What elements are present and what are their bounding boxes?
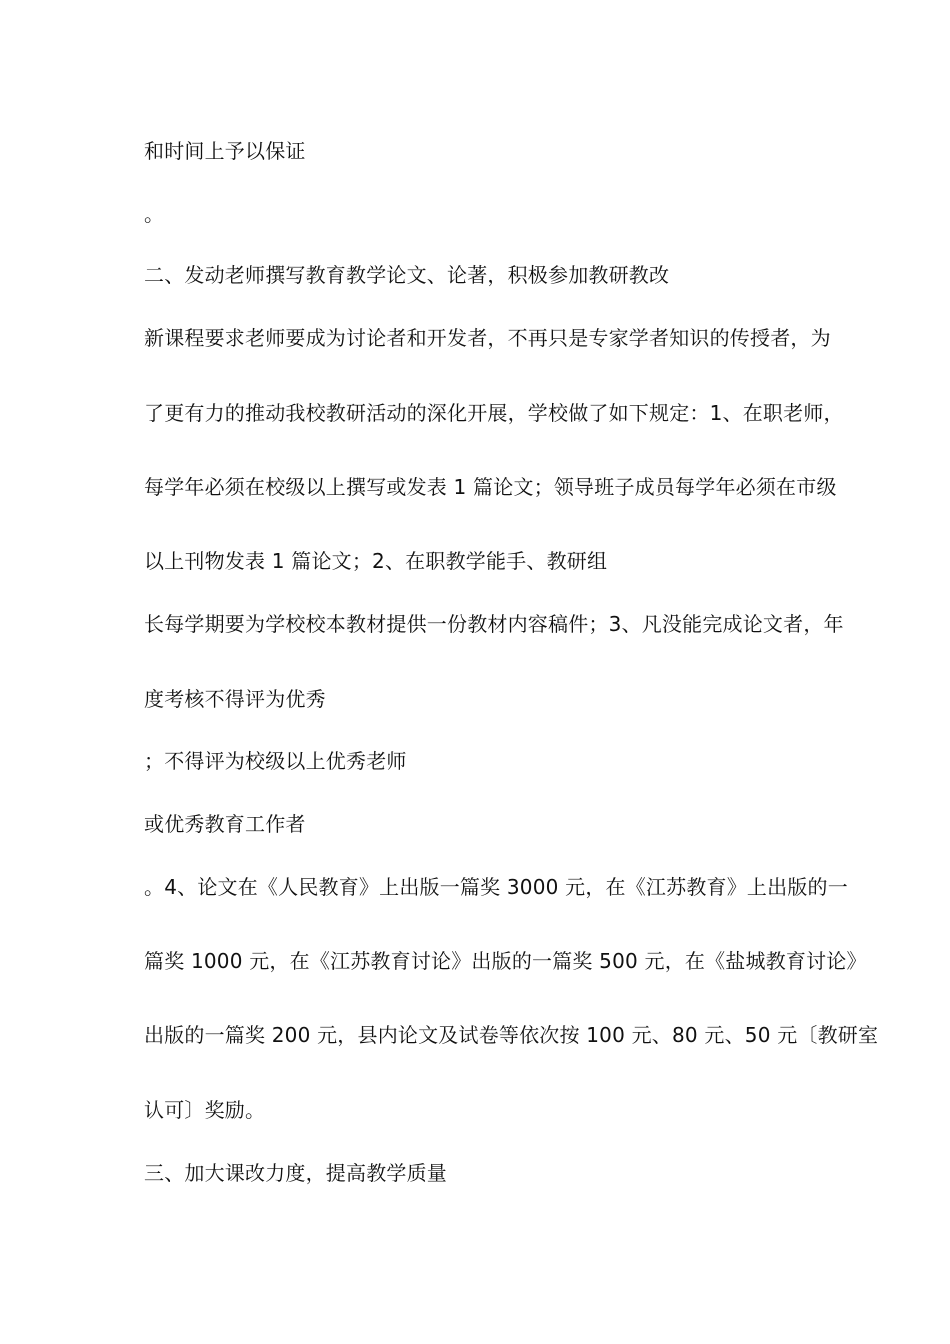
text-line: 了更有力的推动我校教研活动的深化开展，学校做了如下规定：1、在职老师， — [144, 401, 844, 425]
text-line: 出版的一篇奖 200 元，县内论文及试卷等依次按 100 元、80 元、50 元〔教研室 — [144, 1023, 879, 1047]
text-line: 以上刊物发表 1 篇论文；2、在职教学能手、教研组 — [144, 549, 608, 573]
text-line: 认可〕奖励。 — [144, 1098, 266, 1122]
text-line: ；不得评为校级以上优秀老师 — [144, 749, 407, 773]
text-line: 每学年必须在校级以上撰写或发表 1 篇论文；领导班子成员每学年必须在市级 — [144, 475, 837, 499]
text-line: 度考核不得评为优秀 — [144, 687, 326, 711]
text-line: 和时间上予以保证 — [144, 139, 306, 163]
text-line: 新课程要求老师要成为讨论者和开发者，不再只是专家学者知识的传授者，为 — [144, 326, 831, 350]
section-heading: 三、加大课改力度，提高教学质量 — [144, 1161, 447, 1185]
text-line: 篇奖 1000 元，在《江苏教育讨论》出版的一篇奖 500 元，在《盐城教育讨论》 — [144, 949, 867, 973]
text-line: 长每学期要为学校校本教材提供一份教材内容稿件；3、凡没能完成论文者，年 — [144, 612, 844, 636]
text-line: 。 — [144, 202, 165, 226]
text-line: 或优秀教育工作者 — [144, 812, 306, 836]
text-line: 。4、论文在《人民教育》上出版一篇奖 3000 元，在《江苏教育》上出版的一 — [144, 875, 848, 899]
section-heading: 二、发动老师撰写教育教学论文、论著，积极参加教研教改 — [144, 263, 670, 287]
